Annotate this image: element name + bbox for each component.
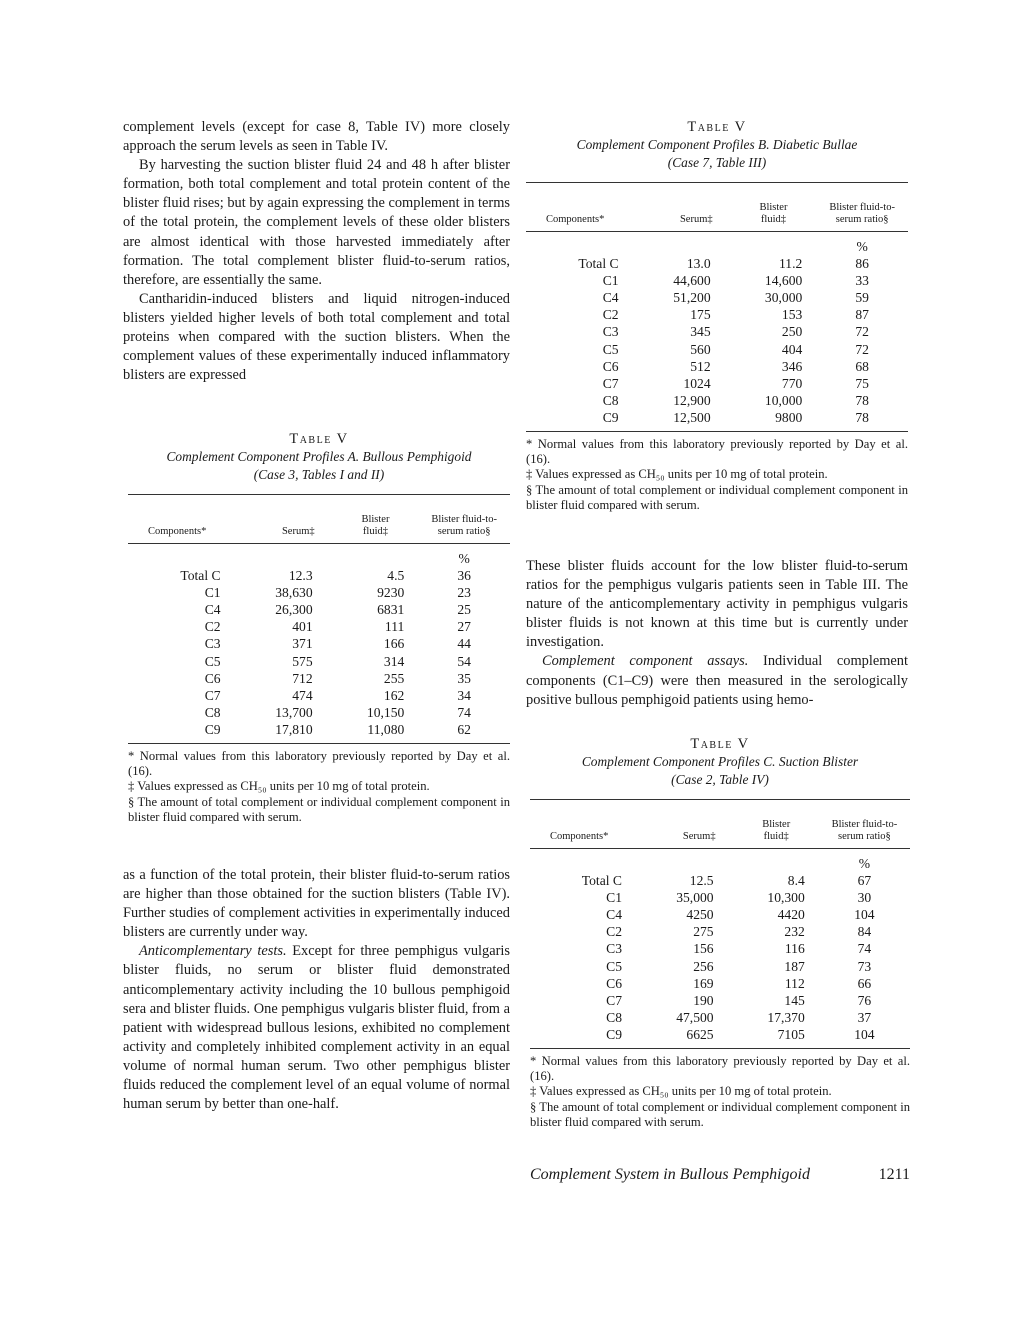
table-row xyxy=(526,306,908,323)
serum-cell: 275 xyxy=(693,924,714,940)
component-cell: C8 xyxy=(606,1010,622,1026)
component-cell: C3 xyxy=(204,636,221,652)
blister-fluid-cell: 9230 xyxy=(377,584,405,600)
blister-fluid-cell: 111 xyxy=(384,619,405,635)
component-cell: C3 xyxy=(602,324,619,340)
component-cell: C9 xyxy=(602,410,619,426)
component-cell: Total C xyxy=(180,567,221,583)
component-cell: C2 xyxy=(204,619,221,635)
blister-fluid-cell: 255 xyxy=(383,670,405,686)
blister-fluid-cell: 14,600 xyxy=(764,272,803,288)
ratio-cell: 54 xyxy=(457,653,471,669)
table-row xyxy=(526,289,908,306)
ratio-cell: 68 xyxy=(855,358,869,374)
table-row xyxy=(526,409,908,426)
col-header: Serum‡ xyxy=(281,526,315,537)
component-cell: C6 xyxy=(204,670,221,686)
body-paragraph: Anticomplementary tests. Except for three pemphigus vulgaris blister fluids, no serum or blister fluid demonstrated anticomplementary activity including the 10 bullous pemphigoid sera and blister fluids. One pemphigus vulgaris blister fluid, from a patient with widespread bullous lesions, exhibited no complement activity and completely inhibited complement activity in an equal volume of normal human serum. Two other pemphigus blister fluids reduced the complement level of an equal volume of normal human serum by better than one-half. xyxy=(123,943,510,1113)
table-title: Table V xyxy=(687,119,747,135)
table-a xyxy=(128,430,510,826)
serum-cell: 169 xyxy=(693,975,714,991)
table-row xyxy=(128,670,510,687)
col-header: Serum‡ xyxy=(682,831,716,842)
footnote: § The amount of total complement or individual complement component in blister fluid compared with serum. xyxy=(530,1099,910,1130)
ratio-cell: 62 xyxy=(457,722,471,738)
serum-cell: 47,500 xyxy=(676,1010,714,1026)
table-row xyxy=(526,375,908,392)
blister-fluid-cell: 250 xyxy=(781,324,803,340)
component-cell: C3 xyxy=(606,941,622,957)
footnote: * Normal values from this laboratory previously reported by Day et al. (16). xyxy=(128,748,510,778)
table-rule xyxy=(128,743,510,744)
component-cell: Total C xyxy=(578,255,619,271)
blister-fluid-cell: 770 xyxy=(781,375,803,391)
body-paragraph: complement levels (except for case 8, Table IV) more closely approach the serum levels as seen in Table IV. xyxy=(123,119,510,155)
data-table xyxy=(128,495,510,739)
component-cell: C9 xyxy=(204,722,221,738)
pct-symbol: % xyxy=(856,238,868,254)
component-cell: C1 xyxy=(602,272,619,288)
serum-cell: 13.0 xyxy=(686,255,711,271)
ratio-cell: 33 xyxy=(855,272,869,288)
footnote: § The amount of total complement or individual complement component in blister fluid compared with serum. xyxy=(128,794,510,825)
component-cell: C5 xyxy=(606,958,622,974)
pct-symbol: % xyxy=(458,550,470,566)
footnote: * Normal values from this laboratory previously reported by Day et al. (16). xyxy=(530,1053,910,1083)
table-c xyxy=(530,735,910,1131)
col-header: Blister fluid-to-serum ratio§ xyxy=(829,201,895,225)
left-text-top xyxy=(123,118,510,385)
ratio-cell: 84 xyxy=(857,924,872,940)
component-cell: C1 xyxy=(204,584,221,600)
serum-cell: 256 xyxy=(693,958,714,974)
blister-fluid-cell: 10,000 xyxy=(764,393,803,409)
table-row xyxy=(530,940,910,957)
serum-cell: 474 xyxy=(292,687,313,703)
ratio-cell: 73 xyxy=(857,958,872,974)
ratio-cell: 25 xyxy=(457,601,471,617)
col-header: Blister fluid‡ xyxy=(762,818,791,842)
table-row xyxy=(526,392,908,409)
ratio-cell: 44 xyxy=(457,636,471,652)
ratio-cell: 36 xyxy=(457,567,471,583)
table-row xyxy=(530,889,910,906)
table-title: Table V xyxy=(289,431,349,447)
table-row xyxy=(530,872,910,889)
table-notes xyxy=(526,437,908,514)
col-header: Components* xyxy=(550,831,609,842)
table-row xyxy=(530,906,910,923)
table-row xyxy=(128,584,510,601)
blister-fluid-cell: 166 xyxy=(383,636,405,652)
table-row xyxy=(530,992,910,1009)
serum-cell: 12.5 xyxy=(689,872,714,888)
blister-fluid-cell: 7105 xyxy=(777,1027,805,1043)
component-cell: C4 xyxy=(602,289,619,305)
component-cell: C5 xyxy=(602,341,619,357)
component-cell: C7 xyxy=(204,687,221,703)
component-cell: C9 xyxy=(606,1027,622,1043)
serum-cell: 401 xyxy=(292,619,313,635)
ratio-cell: 74 xyxy=(857,941,872,957)
component-cell: Total C xyxy=(581,872,622,888)
blister-fluid-cell: 145 xyxy=(784,992,805,1008)
footnote: * Normal values from this laboratory previously reported by Day et al. (16). xyxy=(526,436,908,466)
blister-fluid-cell: 30,000 xyxy=(764,289,803,305)
table-row xyxy=(128,653,510,670)
blister-fluid-cell: 11.2 xyxy=(779,255,803,271)
footnote: ‡ Values expressed as CH₅₀ units per 10 mg of total protein. xyxy=(128,779,430,794)
col-header: Components* xyxy=(546,214,605,225)
blister-fluid-cell: 11,080 xyxy=(367,722,405,738)
blister-fluid-cell: 10,300 xyxy=(767,889,805,905)
table-row xyxy=(530,1026,910,1043)
component-cell: C2 xyxy=(606,924,622,940)
serum-cell: 1024 xyxy=(683,375,711,391)
col-header: Blister fluid-to-serum ratio§ xyxy=(831,818,898,842)
page-footer xyxy=(530,1166,910,1184)
ratio-cell: 30 xyxy=(857,889,872,905)
table-subtitle: Complement Component Profiles C. Suction Blister xyxy=(581,754,859,769)
blister-fluid-cell: 162 xyxy=(383,687,405,703)
blister-fluid-cell: 404 xyxy=(781,341,803,357)
blister-fluid-cell: 8.4 xyxy=(787,872,805,888)
serum-cell: 575 xyxy=(292,653,313,669)
ratio-cell: 104 xyxy=(854,1027,875,1043)
body-paragraph: Complement component assays. Individual complement components (C1–C9) were then measured in the serologically positive bullous pemphigoid patients using hemo- xyxy=(526,653,908,708)
serum-cell: 38,630 xyxy=(275,584,313,600)
table-row xyxy=(128,601,510,618)
table-subtitle: (Case 7, Table III) xyxy=(667,155,767,170)
serum-cell: 712 xyxy=(292,670,313,686)
running-title: Complement System in Bullous Pemphigoid xyxy=(530,1166,810,1183)
table-row xyxy=(526,323,908,340)
serum-cell: 44,600 xyxy=(673,272,711,288)
serum-cell: 13,700 xyxy=(275,705,313,721)
table-row xyxy=(128,687,510,704)
left-text-bottom xyxy=(123,866,510,1114)
serum-cell: 12,500 xyxy=(673,410,711,426)
ratio-cell: 35 xyxy=(457,670,471,686)
component-cell: C8 xyxy=(204,705,221,721)
body-paragraph: By harvesting the suction blister fluid 24 and 48 h after blister formation, both total complement and total protein content of the blister fluid rises; but by again expressing the complement in terms of the total protein, the complement levels of these older blisters are almost identical with those harvested immediately after formation. The total complement blister fluid-to-serum ratios, therefore, are essentially the same. xyxy=(123,157,510,288)
serum-cell: 345 xyxy=(690,324,711,340)
section-heading: Anticomplementary tests. xyxy=(139,943,287,960)
component-cell: C4 xyxy=(606,906,622,922)
footnote: ‡ Values expressed as CH₅₀ units per 10 mg of total protein. xyxy=(530,1084,832,1099)
ratio-cell: 72 xyxy=(855,341,869,357)
table-b xyxy=(526,118,908,514)
ratio-cell: 75 xyxy=(855,375,869,391)
ratio-cell: 86 xyxy=(855,255,869,271)
table-row xyxy=(128,567,510,584)
body-paragraph: These blister fluids account for the low blister fluid-to-serum ratios for the pemphigus vulgaris patients seen in Table III. The nature of the anticomplementary activity in pemphigus vulgaris blister fluids is not known at this time but is currently under investigation. xyxy=(526,558,908,651)
component-cell: C7 xyxy=(606,992,622,1008)
col-header: Blister fluid-to-serum ratio§ xyxy=(431,513,497,537)
serum-cell: 175 xyxy=(690,307,711,323)
table-row xyxy=(526,255,908,272)
serum-cell: 512 xyxy=(690,358,711,374)
table-rule xyxy=(526,431,908,432)
serum-cell: 190 xyxy=(693,992,714,1008)
ratio-cell: 72 xyxy=(855,324,869,340)
col-header: Components* xyxy=(148,526,207,537)
table-row xyxy=(526,341,908,358)
ratio-cell: 78 xyxy=(855,410,869,426)
table-row xyxy=(530,1009,910,1026)
serum-cell: 560 xyxy=(690,341,711,357)
component-cell: C5 xyxy=(204,653,221,669)
table-row xyxy=(128,721,510,738)
table-row xyxy=(128,618,510,635)
body-paragraph: as a function of the total protein, their blister fluid-to-serum ratios are higher than those obtained for the suction blisters (Table IV). Further studies of complement activities in experimentally induced blisters are currently under way. xyxy=(123,867,510,941)
ratio-cell: 34 xyxy=(457,687,471,703)
ratio-cell: 78 xyxy=(855,393,869,409)
footnote: § The amount of total complement or individual complement component in blister fluid compared with serum. xyxy=(526,482,908,513)
table-subtitle: Complement Component Profiles A. Bullous Pemphigoid xyxy=(166,449,472,464)
table-row xyxy=(128,635,510,652)
blister-fluid-cell: 116 xyxy=(784,941,805,957)
component-cell: C8 xyxy=(602,393,619,409)
ratio-cell: 76 xyxy=(857,992,872,1008)
table-subtitle: Complement Component Profiles B. Diabetic Bullae xyxy=(576,137,858,152)
table-title: Table V xyxy=(690,736,750,752)
component-cell: C4 xyxy=(204,601,221,617)
blister-fluid-cell: 346 xyxy=(781,358,803,374)
ratio-cell: 87 xyxy=(855,307,869,323)
serum-cell: 371 xyxy=(292,636,313,652)
serum-cell: 156 xyxy=(693,941,714,957)
ratio-cell: 23 xyxy=(457,584,471,600)
table-row xyxy=(526,358,908,375)
blister-fluid-cell: 232 xyxy=(784,924,805,940)
section-heading: Complement component assays. xyxy=(542,653,749,670)
table-row xyxy=(530,975,910,992)
serum-cell: 26,300 xyxy=(275,601,313,617)
serum-cell: 12,900 xyxy=(673,393,711,409)
body-paragraph: Cantharidin-induced blisters and liquid nitrogen-induced blisters yielded higher levels of both total complement and total proteins when compared with the suction blisters. When the complement values of these experimentally induced inflammatory blisters are expressed xyxy=(123,290,510,384)
table-rule xyxy=(530,1048,910,1049)
ratio-cell: 74 xyxy=(457,705,471,721)
col-header: Blister fluid‡ xyxy=(361,513,390,537)
component-cell: C1 xyxy=(606,889,622,905)
serum-cell: 12.3 xyxy=(288,567,313,583)
blister-fluid-cell: 6831 xyxy=(377,601,405,617)
blister-fluid-cell: 9800 xyxy=(775,410,803,426)
table-notes xyxy=(530,1054,910,1131)
blister-fluid-cell: 112 xyxy=(784,975,805,991)
table-row xyxy=(530,923,910,940)
blister-fluid-cell: 153 xyxy=(781,307,803,323)
col-header: Serum‡ xyxy=(679,214,713,225)
serum-cell: 6625 xyxy=(686,1027,714,1043)
table-notes xyxy=(128,749,510,826)
component-cell: C7 xyxy=(602,375,619,391)
component-cell: C6 xyxy=(602,358,619,374)
ratio-cell: 27 xyxy=(457,619,471,635)
blister-fluid-cell: 187 xyxy=(784,958,805,974)
component-cell: C2 xyxy=(602,307,619,323)
data-table xyxy=(530,800,910,1044)
table-row xyxy=(530,958,910,975)
blister-fluid-cell: 4420 xyxy=(777,906,805,922)
data-table xyxy=(526,183,908,427)
table-row xyxy=(128,704,510,721)
blister-fluid-cell: 17,370 xyxy=(767,1010,805,1026)
table-row xyxy=(526,272,908,289)
ratio-cell: 67 xyxy=(857,872,872,888)
serum-cell: 35,000 xyxy=(676,889,714,905)
col-header: Blister fluid‡ xyxy=(759,201,788,225)
blister-fluid-cell: 314 xyxy=(383,653,405,669)
footnote: ‡ Values expressed as CH₅₀ units per 10 mg of total protein. xyxy=(526,467,828,482)
serum-cell: 17,810 xyxy=(275,722,313,738)
serum-cell: 4250 xyxy=(686,906,714,922)
component-cell: C6 xyxy=(606,975,622,991)
pct-symbol: % xyxy=(858,855,871,871)
ratio-cell: 104 xyxy=(854,906,875,922)
ratio-cell: 59 xyxy=(855,289,869,305)
table-subtitle: (Case 2, Table IV) xyxy=(671,772,769,787)
serum-cell: 51,200 xyxy=(673,289,711,305)
ratio-cell: 37 xyxy=(857,1010,872,1026)
right-text xyxy=(526,557,908,710)
table-subtitle: (Case 3, Tables I and II) xyxy=(253,467,385,482)
ratio-cell: 66 xyxy=(857,975,872,991)
blister-fluid-cell: 10,150 xyxy=(366,705,405,721)
blister-fluid-cell: 4.5 xyxy=(387,567,405,583)
page-number: 1211 xyxy=(878,1166,910,1183)
